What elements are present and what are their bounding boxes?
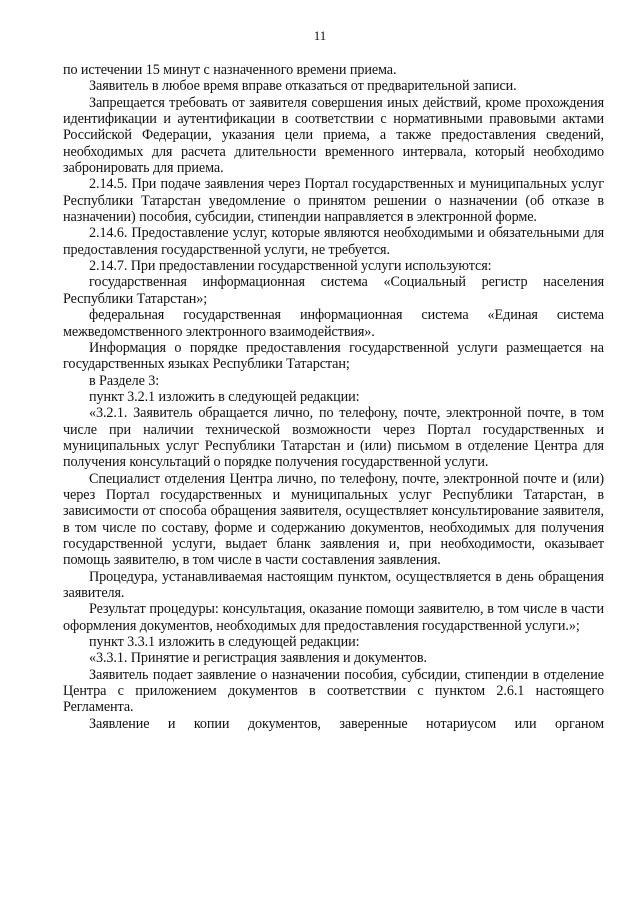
paragraph-p14: Процедура, устанавливаемая настоящим пунктом, осуществляется в день обращения заявителя. <box>63 568 604 601</box>
paragraph-p4: 2.14.5. При подаче заявления через Портал государственных и муниципальных услуг Республики Татарстан уведомление о принятом решении о назначении (об отказе в назначении) пособия, субсидии, стипендии направляется в электронной форме. <box>63 176 604 226</box>
paragraph-p1: по истечении 15 минут с назначенного времени приема. <box>63 62 397 78</box>
paragraph-p12: «3.2.1. Заявитель обращается лично, по телефону, почте, электронной почте, в том числе при наличии технической возможности через Портал государственных и муниципальных услуг Республики Татарстан и (или) письмом в отделение Центра для получения консультаций о порядке получения государственной услуги. <box>63 405 604 471</box>
document-body <box>63 62 604 732</box>
paragraph-p8: федеральная государственная информационная система «Единая система межведомственного электронного взаимодействия». <box>63 307 604 340</box>
paragraph-p3: Запрещается требовать от заявителя совершения иных действий, кроме прохождения идентификации и аутентификации в соответствии с нормативными правовыми актами Российской Федерации, указания цели приема, а также предоставления сведений, необходимых для расчета длительности временного интервала, который необходимо забронировать для приема. <box>63 94 604 177</box>
paragraph-p7: государственная информационная система «Социальный регистр населения Республики Татарстан»; <box>63 274 604 307</box>
page-number: 11 <box>313 28 327 43</box>
paragraph-p15: Результат процедуры: консультация, оказание помощи заявителю, в том числе в части оформления документов, необходимых для предоставления государственной услуги.»; <box>63 601 604 634</box>
paragraph-p13: Специалист отделения Центра лично, по телефону, почте, электронной почте и (или) через Портал государственных и муниципальных услуг Республики Татарстан, в зависимости от способа обращения заявителя, осуществляет консультирование заявителя, в том числе по составу, форме и содержанию документов, необходимых для получения государственной услуги, выдает бланк заявления и, при необходимости, оказывает помощь заявителю, в том числе в части составления заявления. <box>63 470 604 569</box>
paragraph-p19: Заявление и копии документов, заверенные нотариусом или органом <box>89 715 604 732</box>
paragraph-p5: 2.14.6. Предоставление услуг, которые являются необходимыми и обязательными для предоставления государственной услуги, не требуется. <box>63 225 604 258</box>
paragraph-p16: пункт 3.3.1 изложить в следующей редакции: <box>89 634 360 651</box>
paragraph-p6: 2.14.7. При предоставлении государственной услуги используются: <box>89 258 492 275</box>
paragraph-p11: пункт 3.2.1 изложить в следующей редакции: <box>89 388 360 405</box>
paragraph-p17: «3.3.1. Принятие и регистрация заявления и документов. <box>89 650 427 667</box>
paragraph-p10: в Разделе 3: <box>89 372 160 389</box>
paragraph-p18: Заявитель подает заявление о назначении пособия, субсидии, стипендии в отделение Центра с приложением документов в соответствии с пунктом 2.6.1 настоящего Регламента. <box>63 666 604 716</box>
paragraph-p9: Информация о порядке предоставления государственной услуги размещается на государственных языках Республики Татарстан; <box>63 339 604 373</box>
paragraph-p2: Заявитель в любое время вправе отказаться от предварительной записи. <box>89 78 517 95</box>
